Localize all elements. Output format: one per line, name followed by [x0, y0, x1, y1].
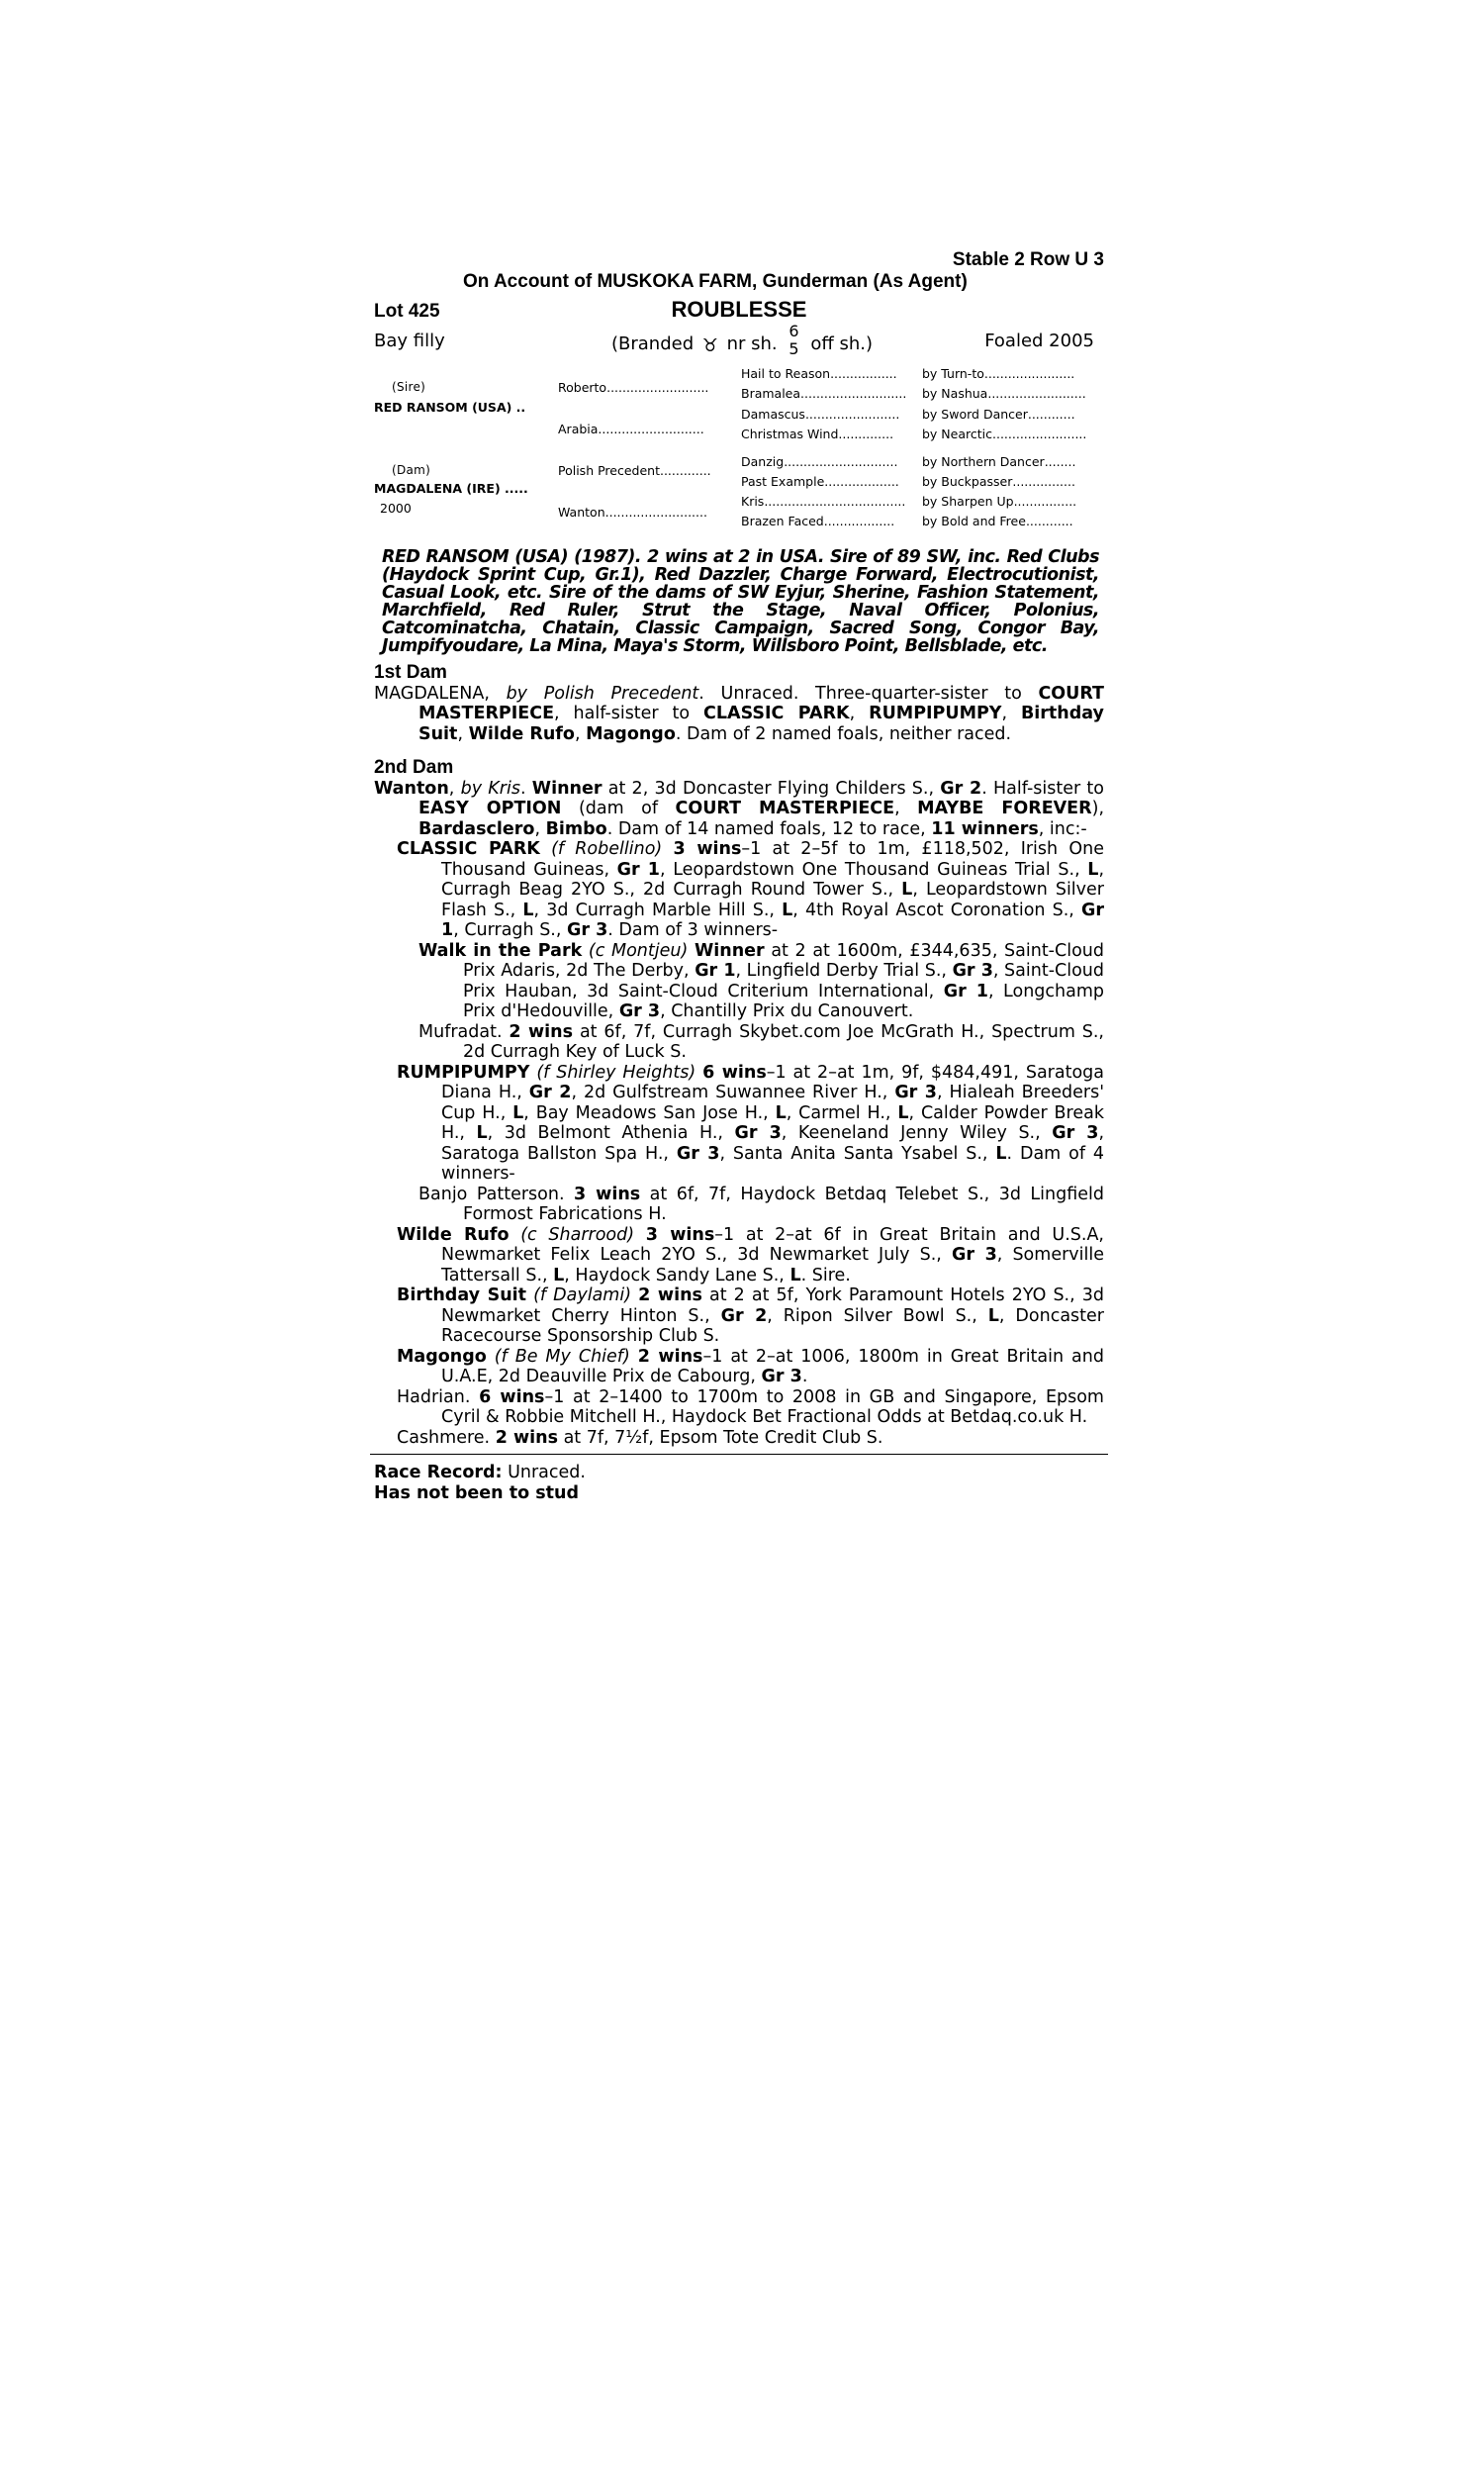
wins: Winner: [694, 940, 765, 961]
g3-name: Christmas Wind: [741, 427, 839, 441]
text: . Sire.: [800, 1265, 851, 1285]
text: , 3d Belmont Athenia H.,: [487, 1123, 735, 1143]
produce-entry: [374, 1185, 1104, 1225]
relative-name: Magongo: [586, 723, 676, 744]
brand-top: 6: [788, 322, 799, 340]
highlight: EASY OPTION: [418, 799, 562, 818]
text: ,: [574, 723, 587, 744]
wins: 2 wins: [509, 1021, 574, 1042]
text: , Saratoga Ballston Spa H.,: [441, 1123, 1105, 1164]
grade: Gr 2: [528, 1083, 572, 1102]
grade: L: [897, 1102, 909, 1123]
grade: L: [1087, 859, 1099, 880]
dam-year: 2000: [380, 501, 412, 516]
grade: Gr 3: [567, 920, 608, 940]
g4-ancestor: by Northern Dancer........: [922, 454, 1076, 469]
race-record: [374, 1463, 1104, 1483]
highlight: Winner: [531, 778, 603, 799]
grade: Gr 3: [894, 1083, 937, 1102]
brand-mid: nr sh.: [726, 333, 778, 354]
produce-name: Banjo Patterson: [418, 1184, 559, 1204]
grade: L: [522, 900, 534, 920]
race-record-label: Race Record:: [374, 1463, 503, 1482]
stud-status: [374, 1483, 1104, 1504]
produce-desc: (f Shirley Heights): [536, 1062, 696, 1083]
dam-sire: Polish Precedent.............: [558, 463, 711, 478]
text: ),: [1091, 799, 1105, 818]
g4-name: by Sword Dancer: [922, 407, 1028, 422]
produce-entry: [374, 1387, 1104, 1428]
grade: L: [789, 1265, 801, 1285]
dam-name: MAGDALENA: [374, 683, 485, 704]
grade: L: [775, 1102, 787, 1123]
brand-suffix: off sh.): [810, 333, 873, 354]
highlight: Bardasclero: [418, 818, 535, 839]
wins: 3 wins: [673, 839, 742, 859]
produce-name: Birthday Suit: [397, 1285, 527, 1305]
text: ,: [457, 723, 469, 744]
grade: L: [476, 1123, 488, 1143]
text: –1 at 2–at 1006, 1800m in Great Britain and U.A.E, 2d Deauville Prix de Cabourg,: [441, 1346, 1104, 1386]
sire-sire: Roberto..........................: [558, 380, 709, 395]
grade: Gr 3: [734, 1123, 782, 1143]
text: , Santa Anita Santa Ysabel S.,: [719, 1143, 996, 1164]
g4-name: by Turn-to: [922, 366, 984, 381]
text: , Hialeah Breeders' Cup H.,: [441, 1083, 1105, 1123]
text: , Doncaster Racecourse Sponsorship Club S.: [441, 1305, 1104, 1346]
g3-name: Danzig: [741, 454, 785, 469]
dam-dam: Wanton..........................: [558, 505, 707, 520]
grade: Gr 1: [943, 981, 988, 1001]
produce-entry: [374, 1063, 1104, 1185]
text: , Carmel H.,: [786, 1102, 898, 1123]
text: .: [464, 1386, 480, 1407]
g3-name: Kris: [741, 494, 765, 509]
brand-fraction: [788, 323, 798, 358]
dam-family: [374, 663, 1104, 1503]
text: , Somerville Tattersall S.,: [441, 1245, 1104, 1285]
text: at 6f, 7f, Haydock Betdaq Telebet S., 3d Lingfield Formost Fabrications H.: [463, 1184, 1104, 1224]
text: , Calder Powder Break H.,: [441, 1102, 1104, 1143]
g4-ancestor: by Nashua.........................: [922, 386, 1086, 401]
text: , Longchamp Prix d'Hedouville,: [463, 981, 1104, 1021]
relative-name: RUMPIPUMPY: [869, 704, 1002, 723]
grade: L: [901, 880, 913, 900]
grade: Gr 3: [951, 1245, 997, 1265]
text: , 3d Curragh Marble Hill S.,: [533, 900, 783, 920]
produce-desc: (f Be My Chief): [494, 1346, 630, 1367]
g3-ancestor: Hail to Reason.................: [741, 366, 897, 381]
grade: L: [987, 1305, 999, 1326]
wins: 2 wins: [638, 1285, 702, 1305]
text: , Bay Meadows San Jose H.,: [523, 1102, 776, 1123]
relative-name: Birthday Suit: [418, 704, 1104, 744]
sire-dam: Arabia...........................: [558, 422, 704, 436]
text: , Lingfield Derby Trial S.,: [735, 961, 953, 981]
second-dam-entry: Wanton, by Kris. Winner at 2, 3d Doncaster Flying Childers S., Gr 2. Half-sister to EASY OPTION (dam of COURT MASTERPIECE, MAYBE FOREVER), Bardasclero, Bimbo. Dam of 14 named foals, 12 to race, 11 winners, inc:-: [374, 778, 1105, 839]
text: . Half-sister to: [981, 778, 1104, 799]
g3-name: Bramalea: [741, 386, 801, 401]
g4-ancestor: by Buckpasser................: [922, 474, 1075, 489]
grade: Gr 1: [441, 900, 1104, 940]
g3-ancestor: Christmas Wind..............: [741, 427, 894, 441]
g3-ancestor: Damascus........................: [741, 407, 900, 422]
highlight: MAYBE FOREVER: [917, 799, 1092, 818]
text: .: [519, 778, 532, 799]
g3-ancestor: Past Example...................: [741, 474, 899, 489]
g4-name: by Northern Dancer: [922, 454, 1045, 469]
highlight: 11 winners: [931, 818, 1039, 839]
produce-name: RUMPIPUMPY: [397, 1062, 530, 1083]
g4-name: by Nashua: [922, 386, 988, 401]
section-divider: [370, 1454, 1108, 1455]
grade: L: [512, 1102, 524, 1123]
first-dam-heading: 1st Dam: [374, 662, 447, 683]
text: –1 at 2–1400 to 1700m to 2008 in GB and Singapore, Epsom Cyril & Robbie Mitchell H., Haydock Bet Fractional Odds at Betdaq.co.uk H.: [441, 1386, 1104, 1427]
grade: Gr 3: [952, 961, 993, 981]
g4-name: by Buckpasser: [922, 474, 1013, 489]
g4-ancestor: by Sword Dancer............: [922, 407, 1075, 422]
foaled-year: Foaled 2005: [984, 331, 1094, 351]
grade: Gr 3: [761, 1367, 802, 1386]
race-record-value: Unraced.: [502, 1463, 586, 1482]
wins: 2 wins: [495, 1427, 558, 1448]
dam-sire-name: Polish Precedent: [558, 463, 660, 478]
second-dam-heading: 2nd Dam: [374, 757, 454, 778]
grade: L: [782, 900, 793, 920]
text: ,: [849, 704, 870, 723]
text: (dam of: [561, 799, 676, 818]
text: .: [496, 1021, 510, 1042]
text: . Dam of 2 named foals, neither raced.: [675, 723, 1012, 744]
text: –1 at 2–at 6f in Great Britain and U.S.A, Newmarket Felix Leach 2YO S., 3d Newmarket July S.,: [441, 1224, 1104, 1265]
text: at 2 at 5f, York Paramount Hotels 2YO S., 3d Newmarket Cherry Hinton S.,: [441, 1285, 1104, 1326]
text: at 2 at 1600m, £344,635, Saint-Cloud Prix Adaris, 2d The Derby,: [463, 940, 1104, 981]
text: .: [558, 1184, 574, 1204]
sire-summary: RED RANSOM (USA) (1987). 2 wins at 2 in USA. Sire of 89 SW, inc. Red Clubs (Haydock Sprint Cup, Gr.1), Red Dazzler, Charge Forward, Electrocutionist, Casual Look, etc. Sire of the dams of SW Eyjur, Sherine, Fashion Statement, Marchfield, Red Ruler, Strut the Stage, Naval Officer, Polonius, Catcominatcha, Chatain, Classic Campaign, Sacred Song, Congor Bay, Jumpifyoudare, La Mina, Maya's Storm, Willsboro Point, Bellsblade, etc.: [382, 547, 1099, 656]
g4-ancestor: by Turn-to.......................: [922, 366, 1075, 381]
g3-name: Damascus: [741, 407, 805, 422]
text: , Leopardstown Silver Flash S.,: [441, 880, 1104, 920]
relative-name: COURT MASTERPIECE: [418, 683, 1104, 723]
catalogue-page: [374, 249, 1105, 1503]
grade: Gr 1: [616, 859, 660, 880]
text: .: [801, 1367, 808, 1386]
text: , Haydock Sandy Lane S.,: [564, 1265, 790, 1285]
produce-name: Walk in the Park: [418, 940, 583, 961]
sire-sire-name: Roberto: [558, 380, 607, 395]
wins: 6 wins: [702, 1062, 767, 1083]
wins: 6 wins: [479, 1386, 545, 1407]
produce-entry: [374, 941, 1104, 1022]
relative-name: Wilde Rufo: [468, 723, 575, 744]
produce-entry: [374, 1428, 1104, 1449]
highlight: COURT MASTERPIECE: [675, 799, 895, 818]
relative-name: CLASSIC PARK: [703, 704, 850, 723]
produce-entry: [374, 1347, 1104, 1387]
grade: Gr 2: [720, 1305, 768, 1326]
produce-desc: (f Daylami): [533, 1285, 632, 1305]
grade: Gr 3: [676, 1143, 720, 1164]
produce-entry: [374, 1285, 1104, 1347]
g3-ancestor: Danzig.............................: [741, 454, 898, 469]
brand-prefix: (Branded: [611, 333, 695, 354]
text: , 2d Gulfstream Suwannee River H.,: [571, 1083, 895, 1102]
wins: 3 wins: [645, 1224, 715, 1245]
produce-name: Wilde Rufo: [397, 1224, 510, 1245]
brand-bottom: 5: [788, 339, 799, 358]
produce-desc: (c Montjeu): [588, 940, 689, 961]
text: , Chantilly Prix du Canouvert.: [660, 1001, 914, 1021]
text: . Dam of 4 winners-: [441, 1143, 1105, 1184]
g3-ancestor: Kris....................................: [741, 494, 906, 509]
grade: Gr 3: [618, 1001, 661, 1021]
stud-status-text: Has not been to stud: [374, 1482, 579, 1503]
wins: 3 wins: [573, 1184, 641, 1204]
pedigree-table: [374, 366, 1104, 534]
g3-name: Brazen Faced: [741, 514, 824, 528]
produce-desc: (f Robellino): [551, 839, 663, 859]
g3-ancestor: Brazen Faced..................: [741, 514, 895, 528]
g3-ancestor: Bramalea...........................: [741, 386, 907, 401]
grade: L: [553, 1265, 565, 1285]
g3-name: Hail to Reason: [741, 366, 831, 381]
text: , Keeneland Jenny Wiley S.,: [781, 1123, 1053, 1143]
text: at 7f, 7½f, Epsom Tote Credit Club S.: [558, 1427, 883, 1448]
text: at 2, 3d Doncaster Flying Childers S.,: [602, 778, 941, 799]
produce-name: Cashmere: [397, 1427, 485, 1448]
produce-name: Hadrian: [397, 1386, 465, 1407]
text: , 4th Royal Ascot Coronation S.,: [792, 900, 1081, 920]
sire-name: RED RANSOM (USA) ..: [374, 400, 526, 415]
g4-ancestor: by Bold and Free............: [922, 514, 1073, 528]
stable-location: Stable 2 Row U 3: [952, 249, 1104, 270]
text: , Curragh Beag 2YO S., 2d Curragh Round Tower S.,: [441, 859, 1105, 900]
g3-name: Past Example: [741, 474, 825, 489]
dam-sire-ref: by Polish Precedent: [506, 683, 699, 704]
text: , Saint-Cloud Prix Hauban, 3d Saint-Cloud Criterium International,: [463, 961, 1104, 1001]
highlight: Gr 2: [940, 778, 982, 799]
dam-dam-name: Wanton: [558, 505, 605, 520]
text: –1 at 2–5f to 1m, £118,502, Irish One Thousand Guineas,: [441, 839, 1104, 880]
produce-name: Mufradat: [418, 1021, 497, 1042]
horse-name: ROUBLESSE: [671, 297, 807, 322]
produce-name: Magongo: [397, 1346, 487, 1367]
grade: L: [995, 1143, 1007, 1164]
dam-sire-ref: by Kris: [460, 778, 520, 799]
dam-label: (Dam): [392, 463, 431, 477]
text: .: [484, 1427, 496, 1448]
dam-name: Wanton: [374, 778, 449, 799]
g4-name: by Sharpen Up: [922, 494, 1014, 509]
text: ,: [894, 799, 918, 818]
produce-name: CLASSIC PARK: [397, 839, 540, 859]
wins: 2 wins: [637, 1346, 703, 1367]
produce-desc: (c Sharrood): [520, 1224, 635, 1245]
first-dam-entry: MAGDALENA, by Polish Precedent. Unraced. Three-quarter-sister to COURT MASTERPIECE, half-sister to CLASSIC PARK, RUMPIPUMPY, Birthday Suit, Wilde Rufo, Magongo. Dam of 2 named foals, neither raced.: [374, 683, 1104, 744]
text: at 6f, 7f, Curragh Skybet.com Joe McGrath H., Spectrum S., 2d Curragh Key of Luck S.: [463, 1021, 1104, 1062]
consignor-line: On Account of MUSKOKA FARM, Gunderman (As Agent): [463, 271, 968, 292]
text: . Dam of 14 named foals, 12 to race,: [606, 818, 932, 839]
text: , Curragh S.,: [453, 920, 567, 940]
g4-name: by Bold and Free: [922, 514, 1026, 528]
g4-ancestor: by Nearctic........................: [922, 427, 1087, 441]
g4-ancestor: by Sharpen Up................: [922, 494, 1077, 509]
highlight: Bimbo: [545, 818, 607, 839]
sire-label: (Sire): [392, 380, 426, 394]
text: . Unraced. Three-quarter-sister to: [698, 683, 1039, 704]
produce-entry: [374, 1022, 1104, 1063]
text: –1 at 2–at 1m, 9f, $484,491, Saratoga Diana H.,: [441, 1062, 1104, 1102]
grade: Gr 1: [695, 961, 736, 981]
brand-description: [611, 322, 873, 358]
grade: Gr 3: [1052, 1123, 1099, 1143]
horse-sex-colour: Bay filly: [374, 331, 445, 351]
text: ,: [1001, 704, 1021, 723]
text: ,: [534, 818, 546, 839]
lot-number: Lot 425: [374, 301, 440, 322]
produce-entry: [374, 1225, 1104, 1286]
brand-mark-icon: ♉: [701, 335, 718, 356]
text: , Leopardstown One Thousand Guineas Trial S.,: [660, 859, 1088, 880]
text: , half-sister to: [554, 704, 704, 723]
dam-name: MAGDALENA (IRE) .....: [374, 481, 528, 496]
text: , Ripon Silver Bowl S.,: [767, 1305, 988, 1326]
text: , inc:-: [1038, 818, 1087, 839]
text: . Dam of 3 winners-: [607, 920, 779, 940]
produce-entry: [374, 839, 1104, 941]
g4-name: by Nearctic: [922, 427, 992, 441]
sire-dam-name: Arabia: [558, 422, 599, 436]
